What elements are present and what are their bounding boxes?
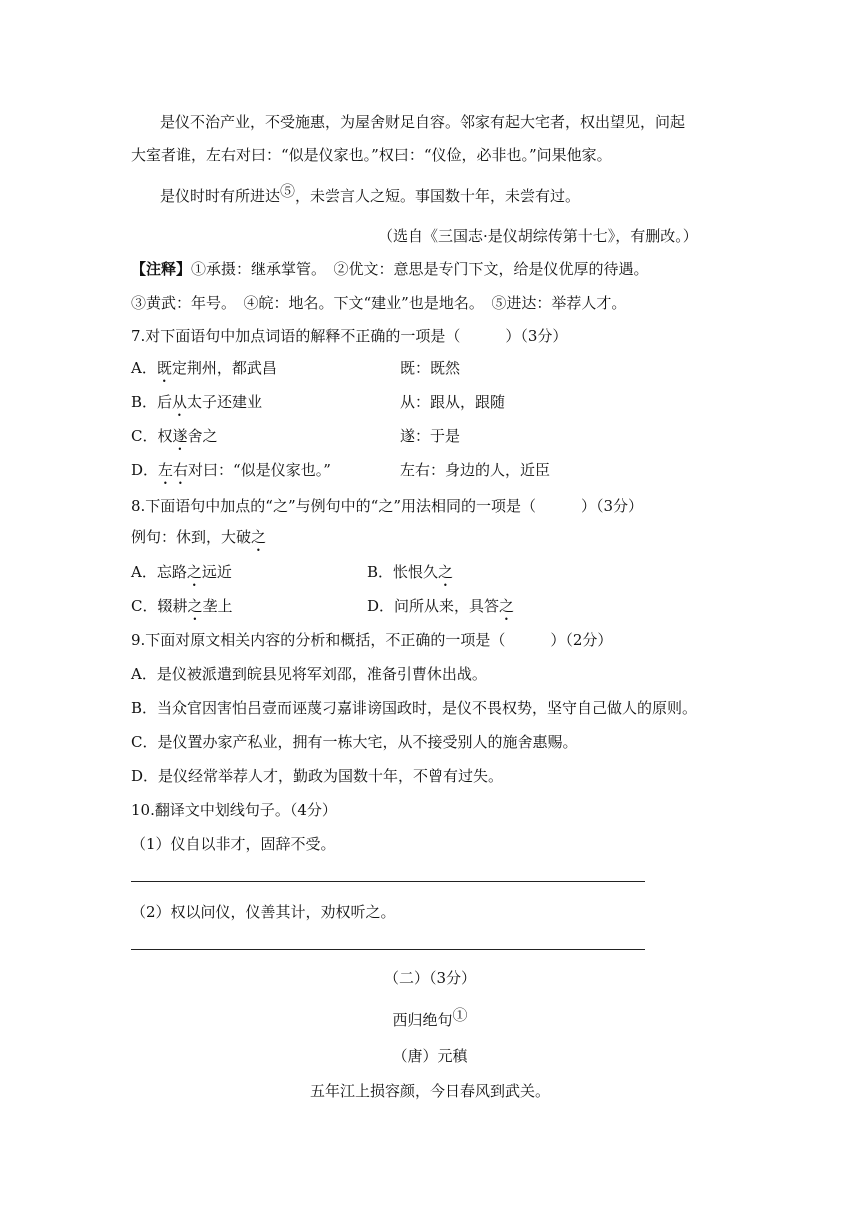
dotted-word: 之 xyxy=(499,597,515,615)
text-span: D．问所从来，具答 xyxy=(367,597,500,615)
note-marker-1: ① xyxy=(452,1006,468,1024)
text-span: ①承摄：继承掌管。 ②优文：意思是专门下文，给是仪优厚的待遇。 xyxy=(191,260,649,278)
dotted-word: 之 xyxy=(251,528,267,546)
question-8-option-b xyxy=(367,562,453,590)
question-10-sentence-2: （2）权以问仪，仪善其计，劝权听之。 xyxy=(131,903,396,921)
text-span: 远近 xyxy=(201,563,232,581)
passage-paragraph-2 xyxy=(160,182,581,206)
text-span: ，未尝言人之短。事国数十年，未尝有过。 xyxy=(295,187,581,205)
dotted-word: 之 xyxy=(187,597,203,615)
question-7-option-d-gloss: 左右：身边的人，近臣 xyxy=(400,461,551,479)
question-10-sentence-1: （1）仪自以非才，固辞不受。 xyxy=(131,835,336,853)
question-7-option-a xyxy=(131,358,277,386)
question-8-option-a xyxy=(131,562,232,590)
text-span: 例句：休到，大破 xyxy=(131,528,252,546)
text-span: B．怅恨久 xyxy=(367,563,439,581)
dotted-word: 既 xyxy=(156,359,172,377)
question-7-stem: 7.对下面语句中加点词语的解释不正确的一项是（ ）（3分） xyxy=(131,327,568,345)
dotted-word: 之 xyxy=(438,563,454,581)
note-marker-5: ⑤ xyxy=(280,182,296,200)
question-8-option-d xyxy=(367,596,514,624)
notes-line-2: ③黄武：年号。 ④皖：地名。下文“建业”也是地名。 ⑤进达：举荐人才。 xyxy=(131,294,627,312)
dotted-word: 之 xyxy=(186,563,202,581)
question-9-stem: 9.下面对原文相关内容的分析和概括，不正确的一项是（ ）（2分） xyxy=(131,631,613,649)
question-10-stem: 10.翻译文中划线句子。（4分） xyxy=(131,801,337,819)
answer-line-1[interactable] xyxy=(131,881,645,882)
passage-source: （选自《三国志·是仪胡综传第十七》，有删改。） xyxy=(378,227,698,245)
passage-paragraph-1-line-1: 是仪不治产业，不受施惠，为屋舍财足自容。邻家有起大宅者，权出望见，问起 xyxy=(160,113,686,131)
question-7-option-c xyxy=(131,426,218,454)
text-span: D． xyxy=(131,461,159,479)
question-9-option-a: A．是仪被派遣到皖县见将军刘邵，准备引曹休出战。 xyxy=(131,665,487,683)
question-9-option-b: B．当众官因害怕吕壹而诬蔑刁嘉诽谤国政时，是仪不畏权势，坚守自己做人的原则。 xyxy=(131,699,698,717)
dotted-word: 遂 xyxy=(172,427,188,445)
text-span: 西归绝句 xyxy=(392,1011,453,1029)
text-span: B．后 xyxy=(131,393,173,411)
question-7-option-b xyxy=(131,392,262,420)
text-span: 太子还建业 xyxy=(187,393,263,411)
poem-title xyxy=(0,1006,860,1030)
notes-line-1 xyxy=(131,259,649,279)
question-9-option-c: C．是仪置办家产私业，拥有一栋大宅，从不接受别人的施舍惠赐。 xyxy=(131,733,578,751)
question-7-option-b-gloss: 从：跟从，跟随 xyxy=(400,393,506,411)
answer-line-2[interactable] xyxy=(131,949,645,950)
question-8-option-c xyxy=(131,596,233,624)
section-heading: （二）（3分） xyxy=(383,969,477,987)
text-span: C．辍耕 xyxy=(131,597,188,615)
text-span: 对曰：“似是仪家也。” xyxy=(188,461,331,479)
poem-line-1: 五年江上损容颜，今日春风到武关。 xyxy=(309,1082,550,1100)
notes-label: 【注释】 xyxy=(131,260,192,278)
question-8-stem: 8.下面语句中加点的“之”与例句中的“之”用法相同的一项是（ ）（3分） xyxy=(131,497,644,515)
text-span: 舍之 xyxy=(187,427,218,445)
question-9-option-d: D．是仪经常举荐人才，勤政为国数十年，不曾有过失。 xyxy=(131,767,504,785)
passage-paragraph-1-line-2: 大室者谁，左右对曰：“似是仪家也。”权曰：“仪俭，必非也。”问果他家。 xyxy=(131,146,612,164)
text-span: A． xyxy=(131,359,157,377)
question-7-option-c-gloss: 遂：于是 xyxy=(400,427,461,445)
text-span: C．权 xyxy=(131,427,173,445)
text-span: 是仪时时有所进达 xyxy=(160,187,281,205)
text-span: 定荆州，都武昌 xyxy=(171,359,277,377)
dotted-word: 左右 xyxy=(158,461,189,479)
question-7-option-a-gloss: 既：既然 xyxy=(400,359,461,377)
text-span: 垄上 xyxy=(202,597,233,615)
text-span: A．忘路 xyxy=(131,563,187,581)
dotted-word: 从 xyxy=(172,393,188,411)
question-7-option-d xyxy=(131,460,331,488)
question-8-example xyxy=(131,527,266,555)
poem-author: （唐）元稹 xyxy=(392,1047,468,1065)
